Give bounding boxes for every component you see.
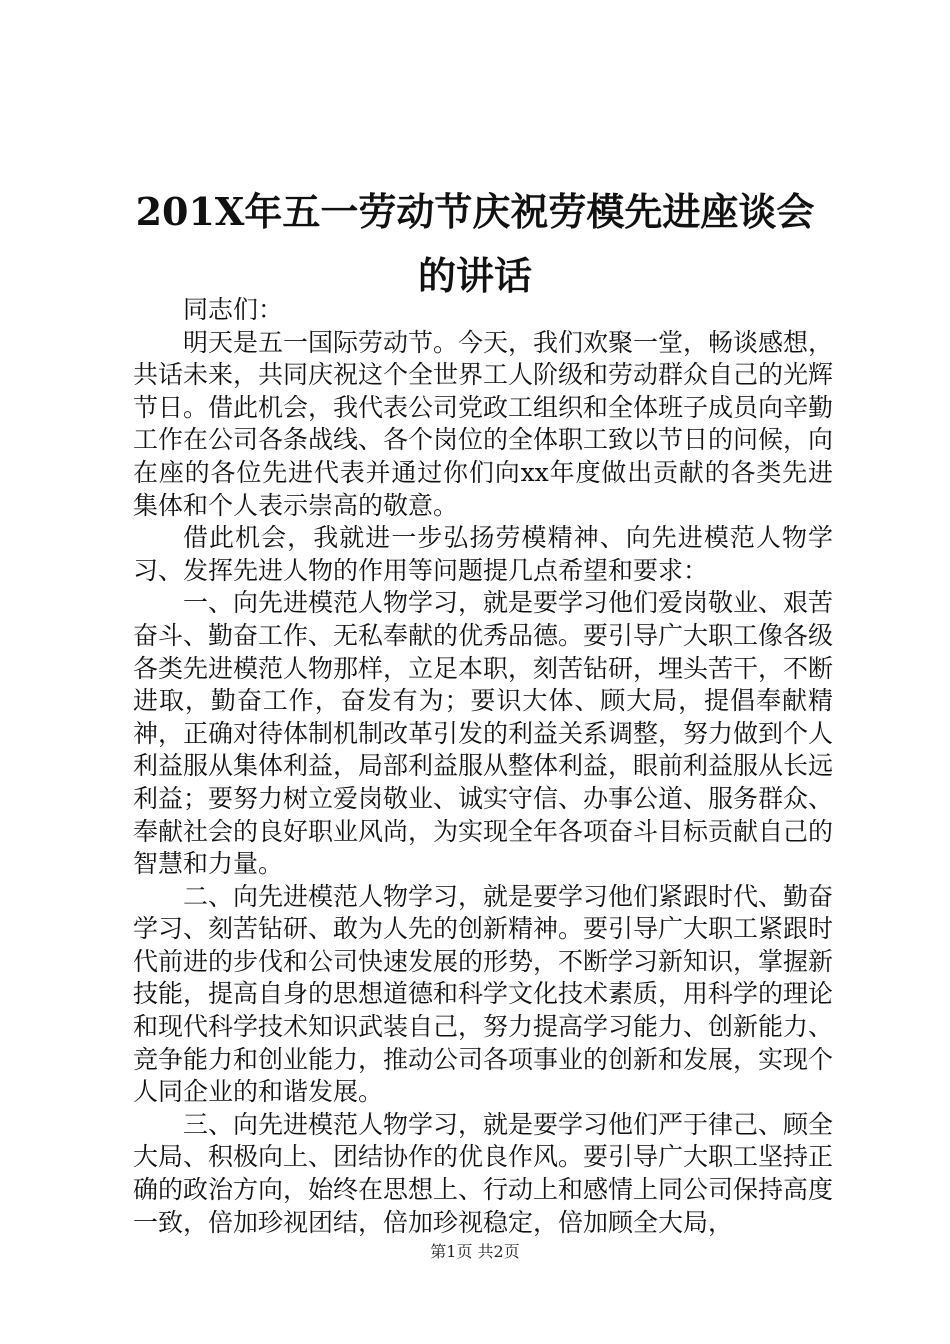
document-title: 201X年五一劳动节庆祝劳模先进座谈会的讲话 bbox=[135, 189, 815, 298]
body-paragraph: 明天是五一国际劳动节。今天，我们欢聚一堂，畅谈感想，共话未来，共同庆祝这个全世界工人阶级和劳动群众自己的光辉节日。借此机会，我代表公司党政工组织和全体班子成员向辛勤工作在公司各条战线、各个岗位的全体职工致以节日的问候，向在座的各位先进代表并通过你们向xx年度做出贡献的各类先进集体和个人表示崇高的敬意。 bbox=[133, 327, 834, 520]
body-paragraph: 一、向先进模范人物学习，就是要学习他们爱岗敬业、艰苦奋斗、勤奋工作、无私奉献的优秀品德。要引导广大职工像各级各类先进模范人物那样，立足本职，刻苦钻研，埋头苦干，不断进取，勤奋工作，奋发有为；要识大体、顾大局，提倡奉献精神，正确对待体制机制改革引发的利益关系调整，努力做到个人利益服从集体利益，局部利益服从整体利益，眼前利益服从长远利益；要努力树立爱岗敬业、诚实守信、办事公道、服务群众、奉献社会的良好职业风尚，为实现全年各项奋斗目标贡献自己的智慧和力量。 bbox=[133, 588, 834, 879]
greeting: 同志们： bbox=[183, 295, 284, 324]
document-body bbox=[133, 294, 833, 1239]
page-footer: 第1页 共2页 bbox=[430, 1242, 520, 1261]
body-paragraph: 二、向先进模范人物学习，就是要学习他们紧跟时代、勤奋学习、刻苦钻研、敢为人先的创新精神。要引导广大职工紧跟时代前进的步伐和公司快速发展的形势，不断学习新知识，掌握新技能，提高自身的思想道德和科学文化技术素质，用科学的理论和现代科学技术知识武装自己，努力提高学习能力、创新能力、竞争能力和创业能力，推动公司各项事业的创新和发展，实现个人同企业的和谐发展。 bbox=[133, 881, 834, 1107]
body-paragraph: 借此机会，我就进一步弘扬劳模精神、向先进模范人物学习、发挥先进人物的作用等问题提几点希望和要求： bbox=[133, 523, 833, 585]
body-paragraph: 三、向先进模范人物学习，就是要学习他们严于律己、顾全大局、积极向上、团结协作的优良作风。要引导广大职工坚持正确的政治方向，始终在思想上、行动上和感情上同公司保持高度一致，倍加珍视团结，倍加珍视稳定，倍加顾全大局， bbox=[133, 1109, 834, 1237]
